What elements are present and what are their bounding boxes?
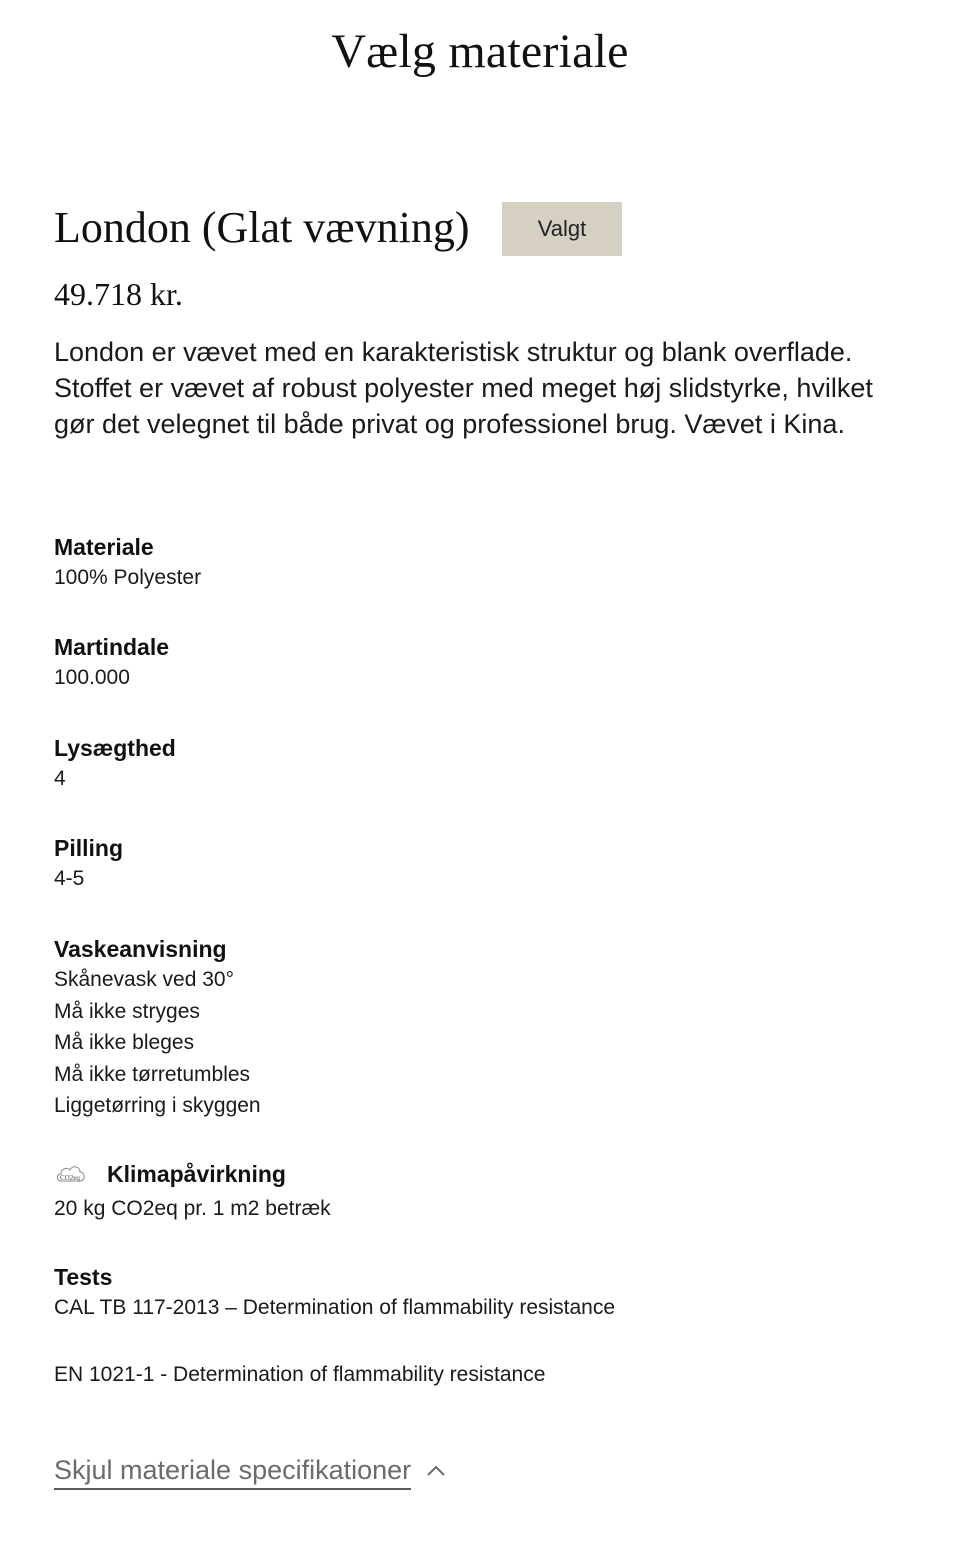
care-line: Må ikke bleges	[54, 1031, 195, 1054]
svg-text:CO2eq: CO2eq	[60, 1174, 80, 1182]
spec-lightfastness	[54, 733, 914, 795]
spec-tests	[54, 1262, 914, 1390]
care-line: Liggetørring i skyggen	[54, 1094, 261, 1117]
test-line: CAL TB 117-2013 – Determination of flammability resistance	[54, 1296, 616, 1319]
spec-pilling	[54, 833, 914, 895]
spec-value: 4	[54, 767, 66, 790]
selected-button[interactable]: Valgt	[502, 202, 622, 256]
spec-value: 4-5	[54, 867, 85, 890]
spec-value: 20 kg CO2eq pr. 1 m2 betræk	[54, 1197, 331, 1220]
care-line: Skånevask ved 30°	[54, 968, 235, 991]
spec-label: Materiale	[54, 534, 154, 560]
product-price: 49.718 kr.	[54, 276, 183, 312]
spec-material	[54, 532, 914, 594]
spec-label: Lysægthed	[54, 735, 176, 761]
product-description: London er vævet med en karakteristisk struktur og blank overflade. Stoffet er vævet af robust polyester med meget høj slidstyrke, hvilket gør det velegnet til både privat og professionel brug. Vævet i Kina.	[54, 337, 873, 439]
spec-label: Pilling	[54, 835, 123, 861]
spec-label: Tests	[54, 1264, 113, 1290]
spec-care	[54, 934, 914, 1122]
test-line: EN 1021-1 - Determination of flammability resistance	[54, 1362, 546, 1386]
hide-specifications-link[interactable]	[54, 1452, 447, 1490]
spec-value: 100.000	[54, 666, 130, 689]
toggle-label: Skjul materiale specifikationer	[54, 1452, 411, 1490]
care-line: Må ikke tørretumbles	[54, 1062, 251, 1086]
co2-cloud-icon	[54, 1159, 88, 1189]
climate-heading	[54, 1159, 914, 1189]
spec-label: Vaskeanvisning	[54, 936, 227, 962]
spec-label: Martindale	[54, 634, 170, 660]
chevron-up-icon	[425, 1460, 447, 1482]
spec-label: Klimapåvirkning	[107, 1161, 286, 1187]
spec-martindale	[54, 632, 914, 694]
product-name: London (Glat vævning)	[54, 203, 470, 252]
spec-value: 100% Polyester	[54, 566, 202, 589]
care-line: Må ikke stryges	[54, 999, 200, 1023]
page-title: Vælg materiale	[331, 25, 629, 78]
spec-climate	[54, 1159, 914, 1225]
